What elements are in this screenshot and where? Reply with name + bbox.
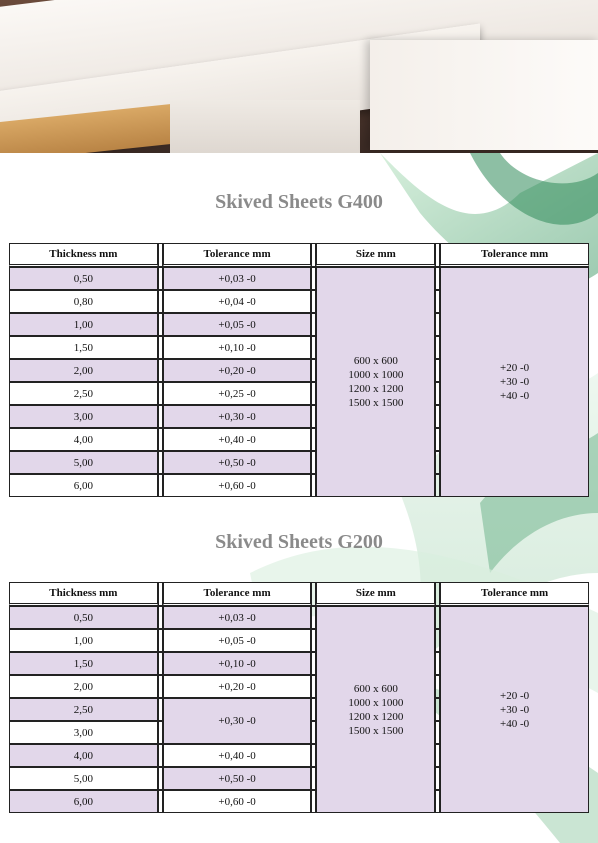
thickness-cell: 6,00 bbox=[9, 474, 158, 497]
header-photo bbox=[0, 0, 598, 153]
header-size-tolerance: Tolerance mm bbox=[440, 243, 589, 267]
tolerance-cell: +0,03 -0 bbox=[163, 606, 312, 629]
thickness-cell: 4,00 bbox=[9, 428, 158, 451]
tolerance-cell: +0,50 -0 bbox=[163, 767, 312, 790]
size-value: 1000 x 1000 bbox=[348, 369, 404, 381]
tolerance-cell: +0,20 -0 bbox=[163, 359, 312, 382]
size-tolerance-value: +30 -0 bbox=[500, 376, 530, 388]
size-value: 1500 x 1500 bbox=[348, 724, 404, 737]
size-value: 1200 x 1200 bbox=[348, 710, 404, 723]
size-tolerance-value: +20 -0 bbox=[500, 689, 530, 702]
table-header-row bbox=[9, 243, 589, 267]
thickness-cell: 2,50 bbox=[9, 698, 158, 721]
thickness-cell: 3,00 bbox=[9, 405, 158, 428]
thickness-cell: 2,50 bbox=[9, 382, 158, 405]
header-size-tolerance: Tolerance mm bbox=[440, 582, 589, 606]
size-tolerance-value: +30 -0 bbox=[500, 703, 530, 716]
thickness-cell: 0,50 bbox=[9, 606, 158, 629]
table-header-row bbox=[9, 582, 589, 606]
table-row bbox=[9, 267, 589, 290]
size-tolerance-value: +40 -0 bbox=[500, 390, 530, 402]
tolerance-cell: +0,10 -0 bbox=[163, 336, 312, 359]
size-value: 600 x 600 bbox=[353, 682, 398, 695]
thickness-cell: 6,00 bbox=[9, 790, 158, 813]
size-value: 600 x 600 bbox=[353, 355, 398, 367]
tolerance-cell: +0,20 -0 bbox=[163, 675, 312, 698]
tolerance-cell: +0,50 -0 bbox=[163, 451, 312, 474]
size-cell bbox=[316, 267, 435, 497]
table-g200 bbox=[9, 582, 589, 813]
size-value: 1200 x 1200 bbox=[348, 383, 404, 395]
tolerance-cell: +0,40 -0 bbox=[163, 428, 312, 451]
table-row bbox=[9, 606, 589, 629]
thickness-cell: 2,00 bbox=[9, 675, 158, 698]
header-tolerance: Tolerance mm bbox=[163, 582, 312, 606]
header-tolerance: Tolerance mm bbox=[163, 243, 312, 267]
thickness-cell: 1,50 bbox=[9, 336, 158, 359]
tolerance-cell: +0,60 -0 bbox=[163, 790, 312, 813]
size-value: 1000 x 1000 bbox=[348, 696, 404, 709]
size-cell bbox=[316, 606, 435, 813]
table-g400 bbox=[9, 243, 589, 497]
tolerance-cell: +0,30 -0 bbox=[163, 698, 312, 744]
tolerance-cell: +0,25 -0 bbox=[163, 382, 312, 405]
thickness-cell: 1,00 bbox=[9, 629, 158, 652]
header-size: Size mm bbox=[316, 243, 435, 267]
header-size: Size mm bbox=[316, 582, 435, 606]
size-tolerance-value: +20 -0 bbox=[500, 362, 530, 374]
tolerance-cell: +0,05 -0 bbox=[163, 313, 312, 336]
thickness-cell: 3,00 bbox=[9, 721, 158, 744]
header-thickness: Thickness mm bbox=[9, 243, 158, 267]
thickness-cell: 5,00 bbox=[9, 767, 158, 790]
size-tolerance-cell bbox=[440, 267, 589, 497]
thickness-cell: 0,50 bbox=[9, 267, 158, 290]
section-title-g400: Skived Sheets G400 bbox=[215, 191, 383, 213]
thickness-cell: 1,00 bbox=[9, 313, 158, 336]
thickness-cell: 4,00 bbox=[9, 744, 158, 767]
tolerance-cell: +0,10 -0 bbox=[163, 652, 312, 675]
size-value: 1500 x 1500 bbox=[348, 397, 404, 409]
size-tolerance-value: +40 -0 bbox=[500, 717, 530, 730]
white-block bbox=[370, 40, 598, 150]
thickness-cell: 2,00 bbox=[9, 359, 158, 382]
thickness-cell: 1,50 bbox=[9, 652, 158, 675]
tolerance-cell: +0,04 -0 bbox=[163, 290, 312, 313]
section-title-g200: Skived Sheets G200 bbox=[215, 531, 383, 553]
size-tolerance-cell bbox=[440, 606, 589, 813]
header-thickness: Thickness mm bbox=[9, 582, 158, 606]
thickness-cell: 0,80 bbox=[9, 290, 158, 313]
tolerance-cell: +0,40 -0 bbox=[163, 744, 312, 767]
tolerance-cell: +0,60 -0 bbox=[163, 474, 312, 497]
white-sheet-small bbox=[170, 100, 360, 153]
tolerance-cell: +0,30 -0 bbox=[163, 405, 312, 428]
tolerance-cell: +0,03 -0 bbox=[163, 267, 312, 290]
thickness-cell: 5,00 bbox=[9, 451, 158, 474]
tolerance-cell: +0,05 -0 bbox=[163, 629, 312, 652]
